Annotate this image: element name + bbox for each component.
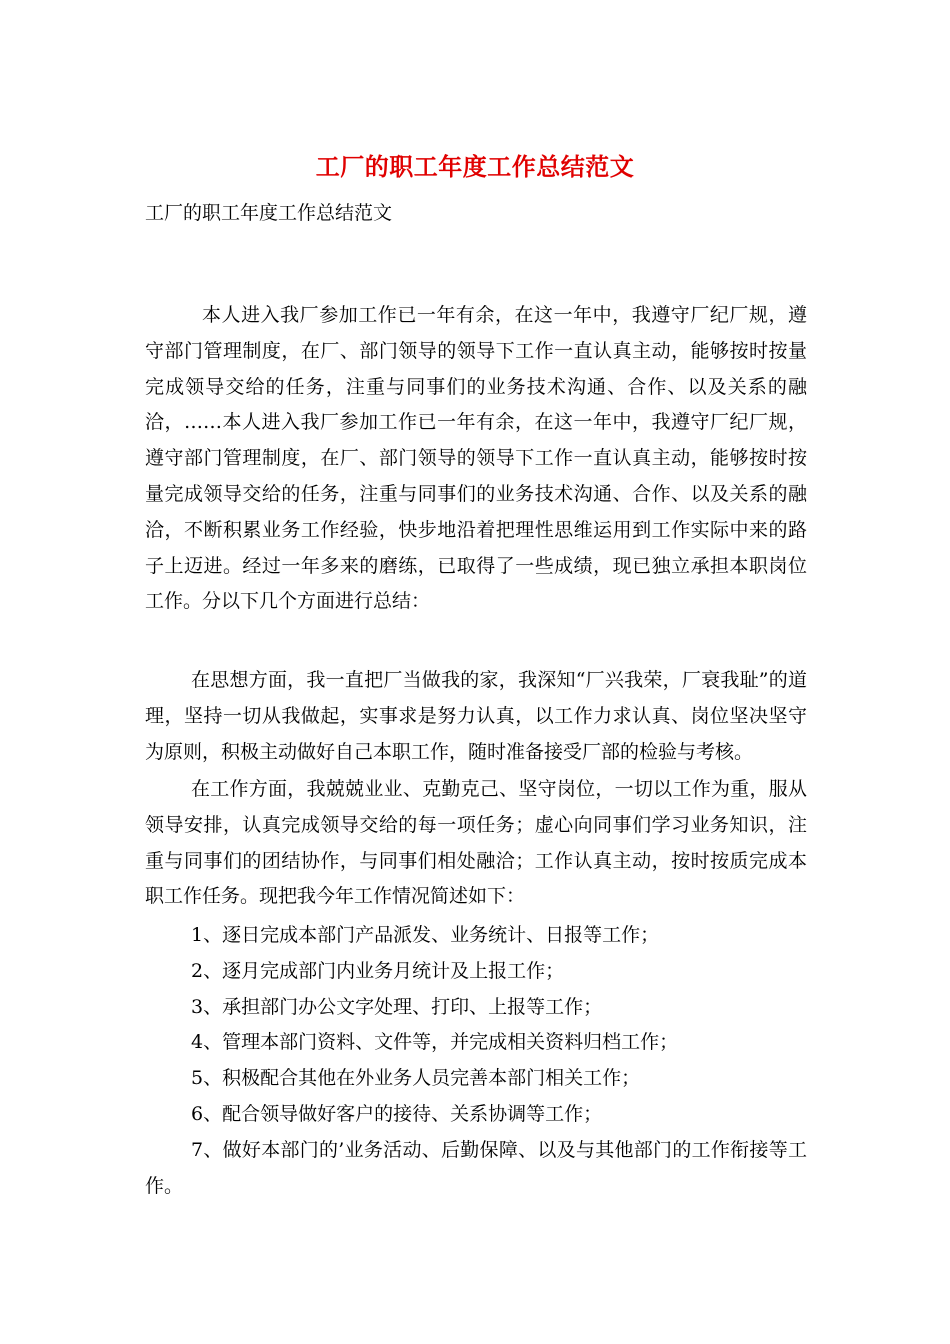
list-item: 3、承担部门办公文字处理、打印、上报等工作； [191, 995, 603, 1018]
list-item: 2、逐月完成部门内业务月统计及上报工作； [191, 959, 565, 982]
document-subtitle: 工厂的职工年度工作总结范文 [145, 202, 393, 224]
work-item-list [145, 918, 807, 1204]
list-item: 7、做好本部门的’业务活动、后勤保障、以及与其他部门的工作衔接等工作。 [145, 1138, 807, 1197]
document-title: 工厂的职工年度工作总结范文 [315, 152, 635, 181]
paragraph-intro: 本人进入我厂参加工作已一年有余，在这一年中，我遵守厂纪厂规，遵守部门管理制度，在厂、部门领导的领导下工作一直认真主动，能够按时按量完成领导交给的任务，注重与同事们的业务技术沟通、合作、以及关系的融洽，……本人进入我厂参加工作已一年有余，在这一年中，我遵守厂纪厂规，遵守部门管理制度，在厂、部门领导的领导下工作一直认真主动，能够按时按量完成领导交给的任务，注重与同事们的业务技术沟通、合作、以及关系的融洽，不断积累业务工作经验，快步地沿着把理性思维运用到工作实际中来的路子上迈进。经过一年多来的磨练，已取得了一些成绩，现已独立承担本职岗位工作。分以下几个方面进行总结： [145, 304, 807, 613]
paragraph-thought: 在思想方面，我一直把厂当做我的家，我深知“厂兴我荣，厂衰我耻”的道理，坚持一切从我做起，实事求是努力认真，以工作力求认真、岗位坚决坚守为原则，积极主动做好自己本职工作，随时准备接受厂部的检验与考核。 [145, 669, 807, 763]
list-item: 1、逐日完成本部门产品派发、业务统计、日报等工作； [191, 924, 660, 946]
list-item: 5、积极配合其他在外业务人员完善本部门相关工作； [191, 1067, 641, 1090]
paragraph-work: 在工作方面，我兢兢业业、克勤克己、坚守岗位，一切以工作为重，服从领导安排，认真完成领导交给的每一项任务；虚心向同事们学习业务知识，注重与同事们的团结协作，与同事们相处融洽；工作认真主动，按时按质完成本职工作任务。现把我今年工作情况简述如下： [145, 778, 807, 908]
list-item: 4、管理本部门资料、文件等，并完成相关资料归档工作； [191, 1031, 679, 1054]
list-item: 6、配合领导做好客户的接待、关系协调等工作； [191, 1102, 603, 1125]
